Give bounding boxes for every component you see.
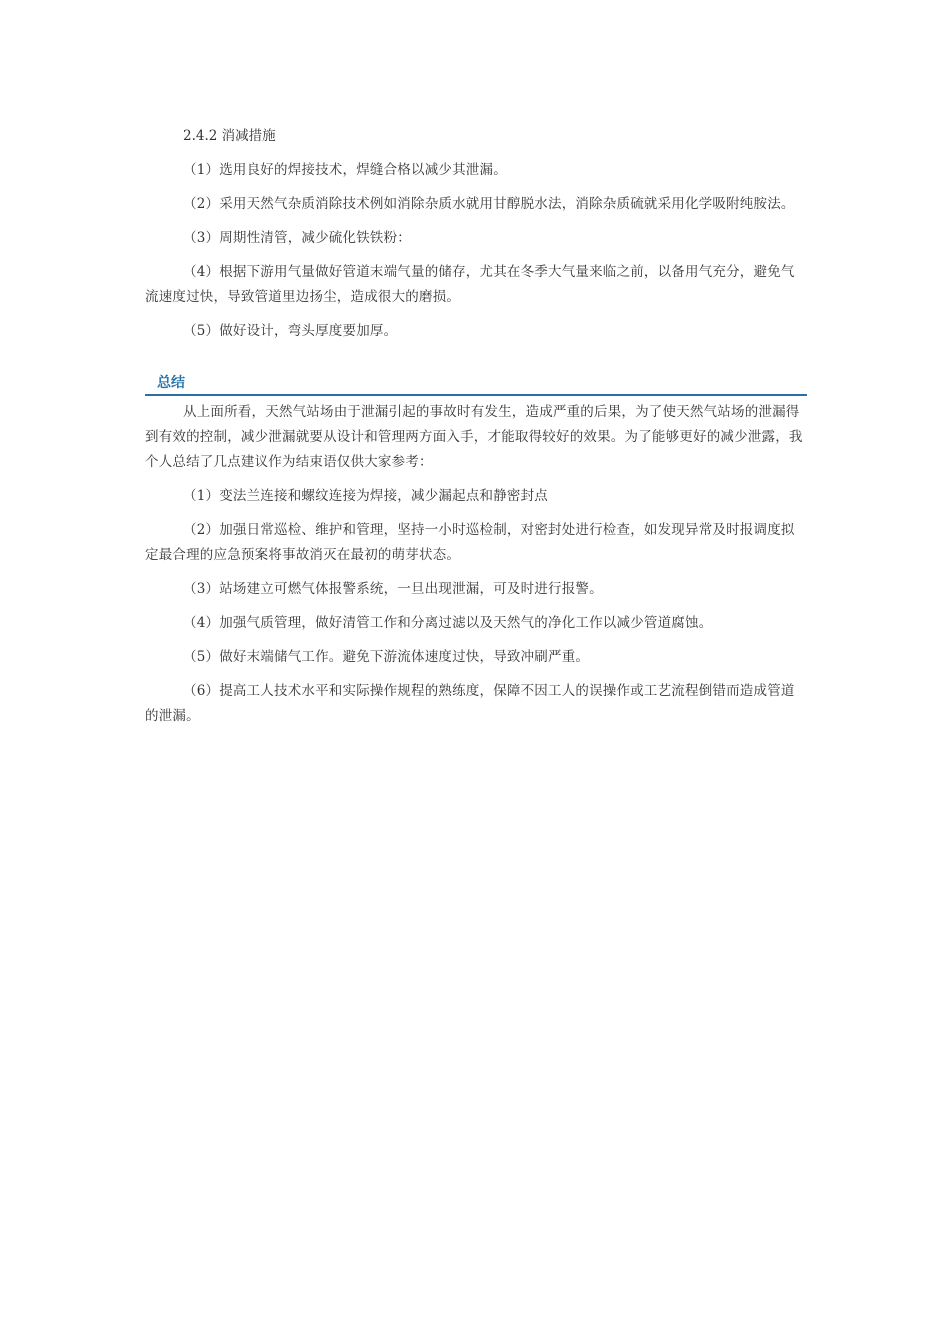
measure-item: （3）周期性清管，减少硫化铁铁粉： bbox=[183, 230, 411, 246]
section-heading-2-4-2: 2.4.2 消减措施 bbox=[183, 128, 276, 144]
summary-item: （3）站场建立可燃气体报警系统，一旦出现泄漏，可及时进行报警。 bbox=[183, 581, 603, 597]
summary-heading: 总结 bbox=[145, 370, 807, 396]
document-page bbox=[145, 124, 807, 738]
measure-item: （5）做好设计，弯头厚度要加厚。 bbox=[183, 323, 398, 339]
summary-item: （1）变法兰连接和螺纹连接为焊接，减少漏起点和静密封点 bbox=[183, 488, 548, 504]
measure-item: （2）采用天然气杂质消除技术例如消除杂质水就用甘醇脱水法，消除杂质硫就采用化学吸附纯胺法。 bbox=[183, 196, 795, 212]
summary-item: （2）加强日常巡检、维护和管理，坚持一小时巡检制，对密封处进行检查，如发现异常及时报调度拟定最合理的应急预案将事故消灭在最初的萌芽状态。 bbox=[145, 522, 795, 563]
measure-item: （4）根据下游用气量做好管道末端气量的储存，尤其在冬季大气量来临之前，以备用气充分，避免气流速度过快，导致管道里边扬尘，造成很大的磨损。 bbox=[145, 264, 795, 305]
summary-item: （6）提高工人技术水平和实际操作规程的熟练度，保障不因工人的误操作或工艺流程倒错而造成管道的泄漏。 bbox=[145, 683, 795, 724]
summary-item: （4）加强气质管理，做好清管工作和分离过滤以及天然气的净化工作以减少管道腐蚀。 bbox=[183, 615, 713, 631]
summary-item: （5）做好末端储气工作。避免下游流体速度过快，导致冲刷严重。 bbox=[183, 649, 590, 665]
measure-item: （1）选用良好的焊接技术，焊缝合格以减少其泄漏。 bbox=[183, 162, 507, 178]
summary-intro: 从上面所看，天然气站场由于泄漏引起的事故时有发生，造成严重的后果，为了使天然气站场的泄漏得到有效的控制，减少泄漏就要从设计和管理两方面入手，才能取得较好的效果。为了能够更好的减少泄露，我个人总结了几点建议作为结束语仅供大家参考： bbox=[145, 404, 803, 470]
